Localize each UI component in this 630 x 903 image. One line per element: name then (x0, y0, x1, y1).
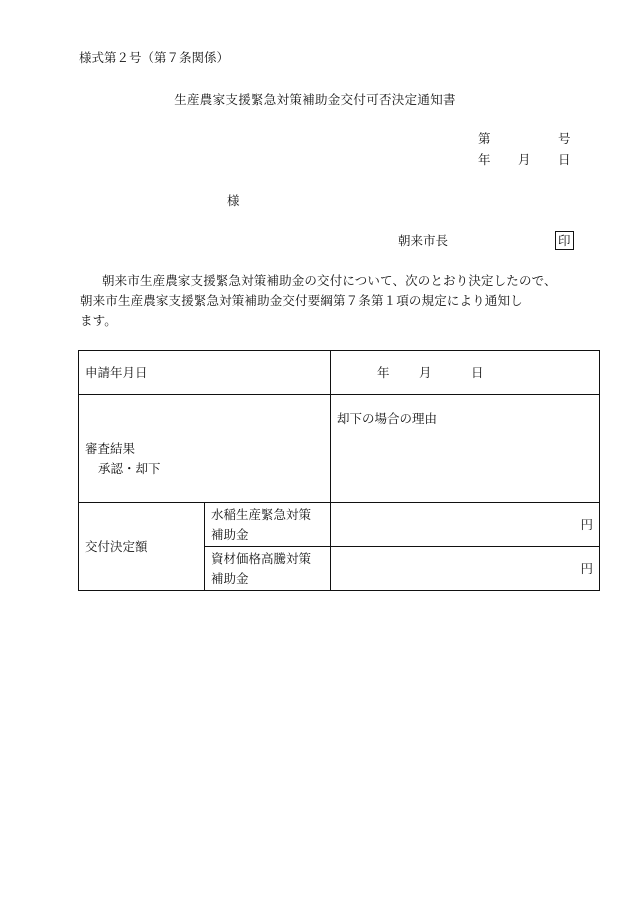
application-date-row (79, 351, 600, 395)
issue-date-day: 日 (558, 152, 571, 167)
rice-subsidy-label-line-2: 補助金 (211, 526, 249, 542)
application-date-month: 月 (419, 364, 432, 380)
addressee-honorific: 様 (227, 193, 240, 208)
application-date-day: 日 (471, 364, 484, 380)
form-number: 様式第２号（第７条関係） (79, 50, 230, 65)
review-result-options: 承認・却下 (98, 460, 161, 476)
rice-subsidy-amount: 円 (331, 503, 600, 547)
decision-table (78, 350, 600, 591)
document-number-prefix: 第 (478, 131, 491, 146)
notice-body-line-2: 朝来市生産農家支援緊急対策補助金交付要綱第７条第１項の規定により通知し (80, 293, 523, 308)
material-subsidy-label-line-2: 補助金 (211, 570, 249, 586)
application-date-value (331, 351, 600, 395)
material-subsidy-label (205, 547, 331, 591)
rejection-reason-cell (331, 395, 600, 503)
application-date-year: 年 (377, 364, 390, 380)
document-title: 生産農家支援緊急対策補助金交付可否決定通知書 (174, 92, 456, 107)
rice-subsidy-row (79, 503, 600, 547)
rice-subsidy-label-line-1: 水稲生産緊急対策 (211, 506, 312, 522)
document-number-suffix: 号 (558, 131, 571, 146)
material-subsidy-amount: 円 (331, 547, 600, 591)
grant-amount-label: 交付決定額 (79, 503, 205, 591)
issue-date-month: 月 (518, 152, 531, 167)
notice-body (80, 271, 594, 331)
review-result-cell (79, 395, 331, 503)
rejection-reason-label: 却下の場合の理由 (337, 411, 438, 426)
review-result-row (79, 395, 600, 503)
issue-date-year: 年 (478, 152, 491, 167)
review-result-label: 審査結果 (85, 440, 136, 456)
seal-mark: 印 (555, 231, 574, 250)
application-date-label: 申請年月日 (79, 351, 331, 395)
material-subsidy-label-line-1: 資材価格高騰対策 (211, 550, 312, 566)
notice-body-line-3: ます。 (80, 313, 117, 328)
issuer-title: 朝来市長 (398, 233, 449, 248)
rice-subsidy-label (205, 503, 331, 547)
notice-body-line-1: 朝来市生産農家支援緊急対策補助金の交付について、次のとおり決定したので、 (102, 273, 557, 288)
